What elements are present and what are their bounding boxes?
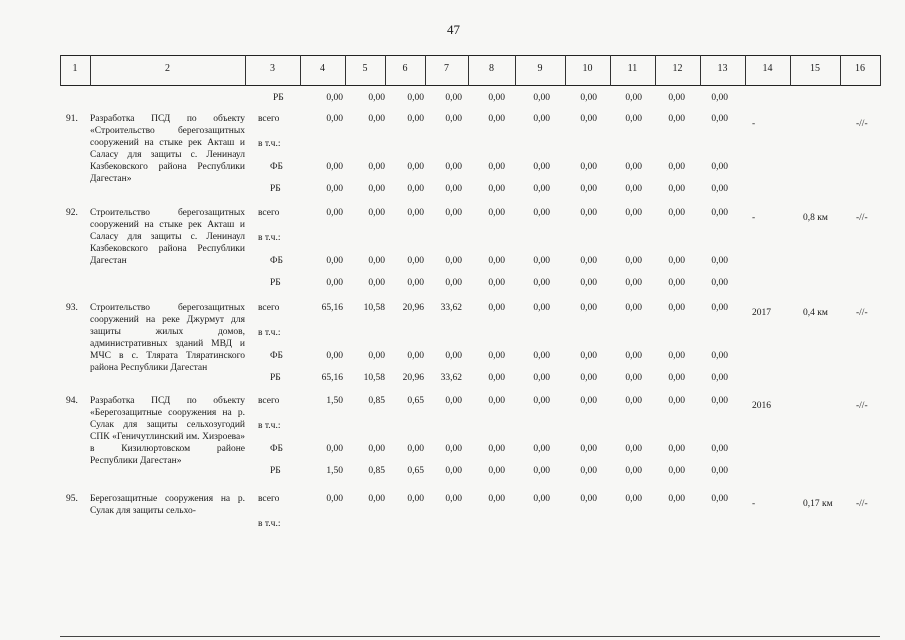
amount-cell: 0,00 — [711, 373, 728, 383]
amount-cell: 0,00 — [711, 494, 728, 504]
header-column-1: 1 — [72, 63, 78, 74]
ditto-mark: -//- — [856, 308, 868, 318]
amount-cell: 0,00 — [368, 208, 385, 218]
amount-cell: 0,00 — [668, 373, 685, 383]
amount-cell: 0,00 — [580, 373, 597, 383]
amount-cell: 0,00 — [407, 162, 424, 172]
amount-cell: 0,00 — [368, 494, 385, 504]
header-column-14: 14 — [762, 63, 773, 74]
amount-cell: 0,00 — [445, 494, 462, 504]
amount-cell: 0,00 — [488, 278, 505, 288]
project-title: Строительство берегозащитных сооружений на реке Джурмут для защиты жилых домов, административных зданий МВД и МЧС в с. Тлярата Тляратинского района Республики Дагестан — [90, 303, 245, 373]
amount-cell: 0,00 — [711, 444, 728, 454]
amount-cell: 0,00 — [488, 162, 505, 172]
amount-cell: 33,62 — [440, 373, 462, 383]
funding-source-label: ФБ — [270, 444, 283, 454]
funding-source-label: РБ — [270, 184, 281, 194]
amount-cell: 0,00 — [488, 373, 505, 383]
amount-cell: 0,00 — [445, 162, 462, 172]
amount-cell: 0,00 — [625, 278, 642, 288]
amount-cell: 0,00 — [488, 494, 505, 504]
amount-cell: 0,00 — [625, 93, 642, 103]
page-bottom-rule — [60, 636, 880, 637]
amount-cell: 0,00 — [368, 184, 385, 194]
funding-source-label: всего — [258, 303, 280, 313]
amount-cell: 20,96 — [402, 373, 424, 383]
amount-cell: 0,00 — [668, 93, 685, 103]
amount-cell: 0,00 — [326, 256, 343, 266]
header-column-13: 13 — [717, 63, 728, 74]
amount-cell: 0,00 — [711, 256, 728, 266]
amount-cell: 0,00 — [580, 494, 597, 504]
amount-cell: 0,00 — [668, 278, 685, 288]
amount-cell: 0,00 — [533, 373, 550, 383]
header-column-3: 3 — [270, 63, 275, 74]
completion-year: 2016 — [752, 401, 771, 411]
amount-cell: 0,00 — [488, 184, 505, 194]
funding-source-label: РБ — [273, 93, 284, 103]
amount-cell: 0,00 — [625, 162, 642, 172]
header-column-15: 15 — [810, 63, 820, 74]
amount-cell: 0,00 — [488, 466, 505, 476]
amount-cell: 0,00 — [668, 256, 685, 266]
amount-cell: 0,85 — [368, 396, 385, 406]
amount-cell: 0,00 — [368, 93, 385, 103]
amount-cell: 0,00 — [488, 256, 505, 266]
amount-cell: 0,00 — [488, 208, 505, 218]
header-column-4: 4 — [320, 63, 325, 74]
header-column-2: 2 — [165, 63, 170, 74]
amount-cell: 0,00 — [533, 93, 550, 103]
amount-cell: 0,00 — [407, 444, 424, 454]
amount-cell: 0,00 — [407, 351, 424, 361]
funding-source-label: ФБ — [270, 351, 283, 361]
amount-cell: 0,00 — [445, 114, 462, 124]
amount-cell: 0,00 — [326, 114, 343, 124]
amount-cell: 0,00 — [668, 396, 685, 406]
amount-cell: 0,00 — [488, 396, 505, 406]
funding-source-label: всего — [258, 494, 280, 504]
amount-cell: 1,50 — [326, 396, 343, 406]
amount-cell: 0,00 — [711, 114, 728, 124]
completion-year: 2017 — [752, 308, 771, 318]
ditto-mark: -//- — [856, 401, 868, 411]
amount-cell: 0,00 — [445, 444, 462, 454]
project-number: 93. — [66, 303, 78, 313]
funding-source-label: всего — [258, 396, 280, 406]
amount-cell: 0,00 — [711, 396, 728, 406]
amount-cell: 0,00 — [668, 303, 685, 313]
amount-cell: 0,00 — [580, 303, 597, 313]
amount-cell: 0,00 — [711, 466, 728, 476]
amount-cell: 0,00 — [711, 351, 728, 361]
amount-cell: 20,96 — [402, 303, 424, 313]
amount-cell: 0,00 — [580, 114, 597, 124]
amount-cell: 0,85 — [368, 466, 385, 476]
header-column-9: 9 — [537, 63, 543, 74]
project-number: 91. — [66, 114, 78, 124]
amount-cell: 0,00 — [668, 466, 685, 476]
amount-cell: 0,00 — [711, 93, 728, 103]
amount-cell: 0,00 — [625, 373, 642, 383]
amount-cell: 0,00 — [368, 114, 385, 124]
amount-cell: 0,00 — [407, 494, 424, 504]
project-title: Разработка ПСД по объекту «Строительство берегозащитных сооружений на стыке рек Акташ и Саласу для защиты с. Ленинаул Казбековского района Республики Дагестан» — [90, 114, 245, 184]
amount-cell: 0,00 — [625, 396, 642, 406]
amount-cell: 0,00 — [533, 278, 550, 288]
funding-source-label: всего — [258, 208, 280, 218]
amount-cell: 0,00 — [580, 184, 597, 194]
amount-cell: 0,00 — [488, 93, 505, 103]
amount-cell: 0,00 — [326, 162, 343, 172]
amount-cell: 0,65 — [407, 396, 424, 406]
funding-source-label: РБ — [270, 373, 281, 383]
amount-cell: 0,00 — [533, 466, 550, 476]
header-column-11: 11 — [627, 63, 638, 74]
amount-cell: 0,00 — [668, 114, 685, 124]
header-column-10: 10 — [582, 63, 593, 74]
amount-cell: 0,00 — [326, 351, 343, 361]
amount-cell: 0,00 — [407, 114, 424, 124]
header-column-6: 6 — [402, 63, 408, 74]
amount-cell: 0,00 — [711, 162, 728, 172]
amount-cell: 0,00 — [711, 208, 728, 218]
amount-cell: 0,00 — [488, 303, 505, 313]
amount-cell: 0,00 — [407, 278, 424, 288]
amount-cell: 0,00 — [368, 278, 385, 288]
amount-cell: 0,00 — [625, 494, 642, 504]
amount-cell: 0,00 — [533, 184, 550, 194]
amount-cell: 0,00 — [533, 494, 550, 504]
funding-source-label: в т.ч.: — [258, 421, 281, 431]
amount-cell: 0,00 — [445, 466, 462, 476]
amount-cell: 0,00 — [625, 351, 642, 361]
amount-cell: 0,00 — [407, 93, 424, 103]
amount-cell: 0,00 — [580, 278, 597, 288]
funding-source-label: ФБ — [270, 256, 283, 266]
funding-source-label: РБ — [270, 466, 281, 476]
amount-cell: 0,00 — [326, 278, 343, 288]
amount-cell: 33,62 — [440, 303, 462, 313]
amount-cell: 0,00 — [580, 396, 597, 406]
amount-cell: 0,65 — [407, 466, 424, 476]
amount-cell: 0,00 — [368, 162, 385, 172]
amount-cell: 65,16 — [321, 373, 343, 383]
amount-cell: 0,00 — [368, 444, 385, 454]
amount-cell: 0,00 — [668, 351, 685, 361]
header-column-7: 7 — [444, 63, 449, 74]
amount-cell: 65,16 — [321, 303, 343, 313]
amount-cell: 0,00 — [445, 351, 462, 361]
funding-source-label: в т.ч.: — [258, 139, 281, 149]
amount-cell: 0,00 — [580, 351, 597, 361]
capacity-value: 0,4 км — [803, 308, 828, 318]
header-column-12: 12 — [672, 63, 683, 74]
project-title: Разработка ПСД по объекту «Берегозащитные сооружения на р. Сулак для защиты сельхозугодий СПК «Геничутлинский им. Хизроева» в Кизилюртовском районе Республики Дагестан» — [90, 396, 245, 466]
amount-cell: 0,00 — [533, 351, 550, 361]
amount-cell: 0,00 — [580, 466, 597, 476]
amount-cell: 0,00 — [625, 444, 642, 454]
amount-cell: 0,00 — [407, 184, 424, 194]
header-column-5: 5 — [362, 63, 368, 74]
amount-cell: 0,00 — [625, 256, 642, 266]
amount-cell: 0,00 — [625, 466, 642, 476]
amount-cell: 0,00 — [488, 351, 505, 361]
project-number: 92. — [66, 208, 78, 218]
project-number: 94. — [66, 396, 78, 406]
amount-cell: 0,00 — [326, 444, 343, 454]
amount-cell: 0,00 — [488, 114, 505, 124]
ditto-mark: -//- — [856, 499, 868, 509]
funding-source-label: ФБ — [270, 162, 283, 172]
amount-cell: 0,00 — [488, 444, 505, 454]
amount-cell: 0,00 — [711, 184, 728, 194]
amount-cell: 0,00 — [326, 184, 343, 194]
header-column-8: 8 — [489, 63, 494, 74]
amount-cell: 0,00 — [533, 396, 550, 406]
amount-cell: 0,00 — [625, 303, 642, 313]
amount-cell: 0,00 — [326, 93, 343, 103]
funding-source-label: всего — [258, 114, 280, 124]
amount-cell: 0,00 — [407, 208, 424, 218]
amount-cell: 0,00 — [368, 256, 385, 266]
capacity-value: 0,8 км — [803, 213, 828, 223]
amount-cell: 0,00 — [407, 256, 424, 266]
funding-source-label: в т.ч.: — [258, 519, 281, 529]
funding-source-label: РБ — [270, 278, 281, 288]
amount-cell: 0,00 — [711, 278, 728, 288]
amount-cell: 0,00 — [445, 278, 462, 288]
amount-cell: 0,00 — [580, 444, 597, 454]
project-number: 95. — [66, 494, 78, 504]
amount-cell: 0,00 — [625, 114, 642, 124]
ditto-mark: -//- — [856, 119, 868, 129]
project-title: Строительство берегозащитных сооружений на стыке рек Акташ и Саласу для защиты с. Ленинаул Казбековского района Республики Дагестан — [90, 208, 245, 266]
amount-cell: 10,58 — [363, 373, 385, 383]
amount-cell: 0,00 — [711, 303, 728, 313]
amount-cell: 0,00 — [668, 184, 685, 194]
amount-cell: 0,00 — [533, 256, 550, 266]
amount-cell: 0,00 — [445, 396, 462, 406]
capacity-value: 0,17 км — [803, 499, 833, 509]
amount-cell: 0,00 — [445, 256, 462, 266]
amount-cell: 10,58 — [363, 303, 385, 313]
amount-cell: 0,00 — [445, 184, 462, 194]
amount-cell: 0,00 — [445, 208, 462, 218]
project-title: Берегозащитные сооружения на р. Сулак для защиты сельхо- — [90, 494, 245, 516]
funding-source-label: в т.ч.: — [258, 233, 281, 243]
amount-cell: 0,00 — [668, 208, 685, 218]
amount-cell: 0,00 — [326, 208, 343, 218]
amount-cell: 0,00 — [668, 444, 685, 454]
amount-cell: 0,00 — [580, 93, 597, 103]
amount-cell: 0,00 — [533, 444, 550, 454]
completion-year: - — [752, 499, 756, 509]
amount-cell: 0,00 — [533, 303, 550, 313]
amount-cell: 0,00 — [580, 162, 597, 172]
amount-cell: 0,00 — [580, 256, 597, 266]
funding-source-label: в т.ч.: — [258, 328, 281, 338]
amount-cell: 0,00 — [445, 93, 462, 103]
amount-cell: 0,00 — [533, 162, 550, 172]
completion-year: - — [752, 119, 756, 129]
amount-cell: 0,00 — [625, 208, 642, 218]
amount-cell: 1,50 — [326, 466, 343, 476]
page-number: 47 — [447, 22, 460, 37]
amount-cell: 0,00 — [533, 208, 550, 218]
amount-cell: 0,00 — [668, 494, 685, 504]
amount-cell: 0,00 — [533, 114, 550, 124]
amount-cell: 0,00 — [580, 208, 597, 218]
completion-year: - — [752, 213, 756, 223]
amount-cell: 0,00 — [368, 351, 385, 361]
header-column-16: 16 — [855, 63, 865, 74]
amount-cell: 0,00 — [668, 162, 685, 172]
amount-cell: 0,00 — [326, 494, 343, 504]
amount-cell: 0,00 — [625, 184, 642, 194]
ditto-mark: -//- — [856, 213, 868, 223]
